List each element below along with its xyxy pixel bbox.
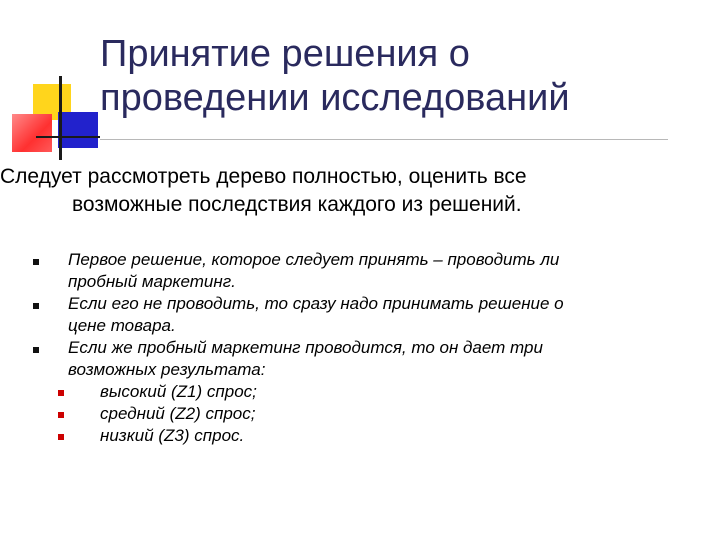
- sub-bullet-square-icon: [58, 434, 64, 440]
- blue-square: [58, 112, 98, 148]
- bullet-square-icon: [33, 303, 39, 309]
- bullet-item: [0, 293, 700, 337]
- title-line-1: Принятие решения о: [100, 33, 470, 75]
- sub-bullet-square-icon: [58, 412, 64, 418]
- bullet-list: [0, 249, 700, 447]
- intro-line-2: возможные последствия каждого из решений.: [72, 193, 522, 216]
- bullet-square-icon: [33, 259, 39, 265]
- bullet-line: пробный маркетинг.: [68, 272, 236, 291]
- sub-bullet-text: средний (Z2) спрос;: [100, 404, 256, 423]
- vertical-line: [59, 76, 62, 160]
- sub-bullet-square-icon: [58, 390, 64, 396]
- intro-line-1: Следует рассмотреть дерево полностью, оценить все: [0, 165, 527, 188]
- corner-decoration: [0, 0, 110, 170]
- sub-bullet-item: [68, 403, 700, 425]
- bullet-line: цене товара.: [68, 316, 176, 335]
- bullet-square-icon: [33, 347, 39, 353]
- bullet-item: [0, 249, 700, 293]
- bullet-item: [0, 337, 700, 447]
- title-divider: [100, 139, 668, 140]
- sub-bullet-list: [68, 381, 700, 447]
- horizontal-line: [36, 136, 100, 138]
- title-line-2: проведении исследований: [100, 77, 570, 119]
- sub-bullet-item: [68, 381, 700, 403]
- slide-title: [100, 32, 700, 120]
- sub-bullet-item: [68, 425, 700, 447]
- bullet-line: Если его не проводить, то сразу надо принимать решение о: [68, 294, 564, 313]
- bullet-line: Первое решение, которое следует принять – проводить ли: [68, 250, 560, 269]
- bullet-line: возможных результата:: [68, 360, 266, 379]
- sub-bullet-text: низкий (Z3) спрос.: [100, 426, 245, 445]
- red-square: [12, 114, 52, 152]
- intro-paragraph: [0, 163, 700, 219]
- bullet-line: Если же пробный маркетинг проводится, то он дает три: [68, 338, 543, 357]
- sub-bullet-text: высокий (Z1) спрос;: [100, 382, 257, 401]
